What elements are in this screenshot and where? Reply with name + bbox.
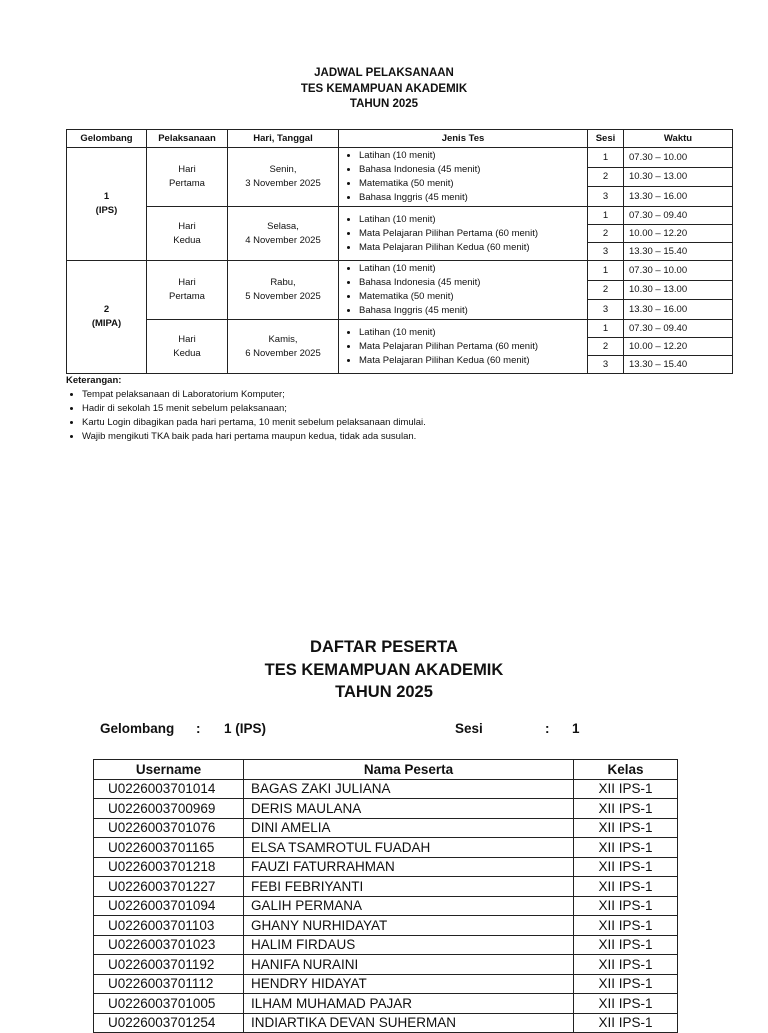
header-nama-peserta: Nama Peserta [244, 760, 574, 780]
roster-title [0, 636, 768, 704]
day-name: Rabu, [270, 277, 296, 288]
name-cell: GHANY NURHIDAYAT [244, 916, 574, 936]
gelombang-number: 2 [103, 304, 110, 315]
name-cell: ILHAM MUHAMAD PAJAR [244, 994, 574, 1014]
class-cell: XII IPS-1 [574, 779, 678, 799]
waktu-cell: 10.30 – 13.00 [624, 167, 733, 187]
table-row [94, 955, 678, 975]
name-cell: FAUZI FATURRAHMAN [244, 857, 574, 877]
class-cell: XII IPS-1 [574, 838, 678, 858]
name-cell: HENDRY HIDAYAT [244, 974, 574, 994]
sesi-cell: 2 [588, 167, 624, 187]
pelaksanaan-line: Pertama [169, 291, 205, 302]
gelombang-value: 1 (IPS) [224, 721, 267, 736]
header-gelombang: Gelombang [67, 130, 147, 148]
test-item: • Latihan (10 menit) [359, 149, 583, 163]
test-list-cell [339, 320, 588, 374]
table-row [94, 838, 678, 858]
note-item: • Kartu Login dibagikan pada hari pertama, 10 menit sebelum pelaksanaan dimulai. [82, 416, 732, 430]
class-cell: XII IPS-1 [574, 896, 678, 916]
schedule-row [67, 320, 733, 338]
gelombang-label: Gelombang [100, 721, 175, 736]
schedule-header-row [67, 130, 733, 148]
roster-title-line: TAHUN 2025 [335, 683, 433, 701]
name-cell: HANIFA NURAINI [244, 955, 574, 975]
pelaksanaan-cell [147, 320, 228, 374]
pelaksanaan-line: Kedua [173, 234, 201, 246]
sesi-cell: 3 [588, 300, 624, 320]
sesi-value: 1 [572, 721, 580, 736]
pelaksanaan-cell [147, 148, 228, 207]
header-pelaksanaan: Pelaksanaan [147, 130, 228, 148]
username-cell: U0226003701094 [94, 896, 244, 916]
roster-title-line: DAFTAR PESERTA [310, 638, 458, 656]
waktu-cell: 10.00 – 12.20 [624, 225, 733, 243]
table-row [94, 916, 678, 936]
table-row [94, 799, 678, 819]
test-item: • Matematika (50 menit) [359, 177, 583, 191]
class-cell: XII IPS-1 [574, 877, 678, 897]
username-cell: U0226003701112 [94, 974, 244, 994]
pelaksanaan-cell [147, 261, 228, 320]
sesi-cell: 1 [588, 148, 624, 168]
name-cell: DERIS MAULANA [244, 799, 574, 819]
waktu-cell: 07.30 – 09.40 [624, 320, 733, 338]
date-value: 5 November 2025 [245, 291, 321, 302]
roster-title-line: TES KEMAMPUAN AKADEMIK [264, 660, 504, 679]
username-cell: U0226003701165 [94, 838, 244, 858]
name-cell: HALIM FIRDAUS [244, 935, 574, 955]
sesi-cell: 2 [588, 338, 624, 356]
test-list-cell [339, 261, 588, 320]
header-kelas: Kelas [574, 760, 678, 780]
date-value: 3 November 2025 [245, 178, 321, 189]
username-cell: U0226003701014 [94, 779, 244, 799]
note-item: • Hadir di sekolah 15 menit sebelum pelaksanaan; [82, 402, 732, 416]
gelombang-separator: : [196, 721, 201, 736]
test-item: • Matematika (50 menit) [359, 290, 583, 304]
pelaksanaan-line: Hari [178, 164, 196, 175]
class-cell: XII IPS-1 [574, 994, 678, 1014]
sesi-cell: 3 [588, 187, 624, 207]
username-cell: U0226003701005 [94, 994, 244, 1014]
pelaksanaan-cell [147, 207, 228, 261]
sesi-cell: 3 [588, 356, 624, 374]
table-row [94, 896, 678, 916]
sesi-cell: 1 [588, 320, 624, 338]
name-cell: ELSA TSAMROTUL FUADAH [244, 838, 574, 858]
table-row [94, 994, 678, 1014]
username-cell: U0226003701218 [94, 857, 244, 877]
name-cell: FEBI FEBRIYANTI [244, 877, 574, 897]
date-cell [228, 207, 339, 261]
schedule-row [67, 207, 733, 225]
table-row [94, 818, 678, 838]
day-name: Selasa, [267, 220, 299, 232]
waktu-cell: 07.30 – 10.00 [624, 261, 733, 281]
schedule-title-line: TES KEMAMPUAN AKADEMIK [300, 82, 468, 95]
class-cell: XII IPS-1 [574, 857, 678, 877]
test-item: • Latihan (10 menit) [359, 262, 583, 276]
test-item: • Mata Pelajaran Pilihan Pertama (60 menit) [359, 340, 583, 354]
header-username: Username [94, 760, 244, 780]
note-item: • Tempat pelaksanaan di Laboratorium Komputer; [82, 388, 732, 402]
test-item: • Mata Pelajaran Pilihan Kedua (60 menit) [359, 354, 583, 368]
header-jenis-tes: Jenis Tes [339, 130, 588, 148]
table-row [94, 779, 678, 799]
waktu-cell: 13.30 – 15.40 [624, 356, 733, 374]
gelombang-number: 1 [103, 191, 110, 202]
schedule-title-line: JADWAL PELAKSANAAN [314, 67, 454, 79]
table-row [94, 1013, 678, 1033]
header-sesi: Sesi [588, 130, 624, 148]
notes-title: Keterangan: [66, 375, 122, 386]
table-row [94, 974, 678, 994]
test-list [343, 149, 583, 205]
sesi-cell: 3 [588, 243, 624, 261]
table-row [94, 857, 678, 877]
waktu-cell: 13.30 – 16.00 [624, 187, 733, 207]
notes-list [66, 388, 732, 444]
class-cell: XII IPS-1 [574, 935, 678, 955]
test-list-cell [339, 148, 588, 207]
pelaksanaan-line: Hari [178, 277, 196, 288]
test-item: • Bahasa Inggris (45 menit) [359, 304, 583, 318]
pelaksanaan-line: Hari [178, 333, 196, 345]
name-cell: BAGAS ZAKI JULIANA [244, 779, 574, 799]
waktu-cell: 13.30 – 15.40 [624, 243, 733, 261]
waktu-cell: 07.30 – 09.40 [624, 207, 733, 225]
test-item: • Latihan (10 menit) [359, 326, 583, 340]
waktu-cell: 10.30 – 13.00 [624, 280, 733, 300]
note-item: • Wajib mengikuti TKA baik pada hari pertama maupun kedua, tidak ada susulan. [82, 430, 732, 444]
day-name: Senin, [269, 164, 297, 175]
participant-header-row [94, 760, 678, 780]
class-cell: XII IPS-1 [574, 916, 678, 936]
sesi-label: Sesi [455, 721, 483, 736]
username-cell: U0226003701227 [94, 877, 244, 897]
gelombang-cell [67, 261, 147, 374]
waktu-cell: 10.00 – 12.20 [624, 338, 733, 356]
waktu-cell: 07.30 – 10.00 [624, 148, 733, 168]
test-list-cell [339, 207, 588, 261]
test-item: • Latihan (10 menit) [359, 213, 583, 227]
username-cell: U0226003701103 [94, 916, 244, 936]
sesi-cell: 1 [588, 261, 624, 281]
date-cell [228, 320, 339, 374]
test-item: • Bahasa Indonesia (45 menit) [359, 276, 583, 290]
pelaksanaan-line: Pertama [169, 178, 205, 189]
sesi-separator: : [545, 721, 550, 736]
class-cell: XII IPS-1 [574, 818, 678, 838]
test-list [343, 262, 583, 318]
date-cell [228, 261, 339, 320]
pelaksanaan-line: Hari [178, 220, 196, 232]
sesi-cell: 2 [588, 280, 624, 300]
test-list [343, 326, 583, 368]
test-list [343, 213, 583, 255]
notes-section [66, 374, 732, 444]
schedule-title [0, 66, 768, 113]
schedule-table [66, 129, 733, 374]
header-waktu: Waktu [624, 130, 733, 148]
schedule-row [67, 261, 733, 281]
username-cell: U0226003701254 [94, 1013, 244, 1033]
participant-table [93, 759, 678, 1033]
date-value: 6 November 2025 [245, 347, 321, 359]
name-cell: INDIARTIKA DEVAN SUHERMAN [244, 1013, 574, 1033]
table-row [94, 877, 678, 897]
date-cell [228, 148, 339, 207]
header-hari-tanggal: Hari, Tanggal [228, 130, 339, 148]
date-value: 4 November 2025 [245, 234, 321, 246]
table-row [94, 935, 678, 955]
class-cell: XII IPS-1 [574, 974, 678, 994]
test-item: • Mata Pelajaran Pilihan Kedua (60 menit) [359, 241, 583, 255]
class-cell: XII IPS-1 [574, 955, 678, 975]
schedule-title-line: TAHUN 2025 [349, 98, 419, 110]
schedule-row [67, 148, 733, 168]
username-cell: U0226003701023 [94, 935, 244, 955]
class-cell: XII IPS-1 [574, 799, 678, 819]
name-cell: GALIH PERMANA [244, 896, 574, 916]
test-item: • Mata Pelajaran Pilihan Pertama (60 menit) [359, 227, 583, 241]
gelombang-jurusan: (MIPA) [91, 318, 122, 329]
test-item: • Bahasa Indonesia (45 menit) [359, 163, 583, 177]
gelombang-cell [67, 148, 147, 261]
waktu-cell: 13.30 – 16.00 [624, 300, 733, 320]
username-cell: U0226003701192 [94, 955, 244, 975]
sesi-cell: 2 [588, 225, 624, 243]
gelombang-jurusan: (IPS) [95, 205, 118, 216]
class-cell: XII IPS-1 [574, 1013, 678, 1033]
username-cell: U0226003701076 [94, 818, 244, 838]
sesi-cell: 1 [588, 207, 624, 225]
day-name: Kamis, [268, 333, 298, 345]
test-item: • Bahasa Inggris (45 menit) [359, 191, 583, 205]
pelaksanaan-line: Kedua [173, 347, 201, 359]
username-cell: U0226003700969 [94, 799, 244, 819]
name-cell: DINI AMELIA [244, 818, 574, 838]
